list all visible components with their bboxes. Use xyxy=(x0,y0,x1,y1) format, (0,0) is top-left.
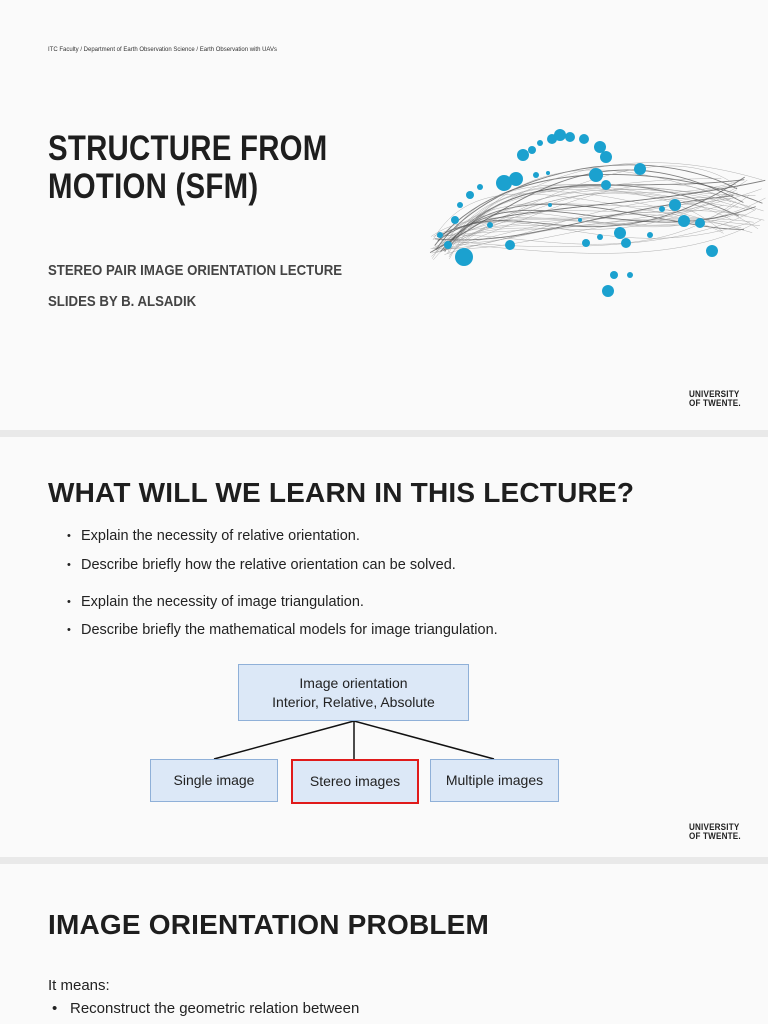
list-item: • Explain the necessity of image triangulation. xyxy=(68,594,364,610)
bullet-marker: • xyxy=(52,1000,58,1017)
title-line-1: STRUCTURE FROM xyxy=(48,129,328,168)
stereo-images-box: Stereo images xyxy=(291,759,419,804)
slide-title: IMAGE ORIENTATION PROBLEM xyxy=(48,909,490,940)
lecture-subtitle: STEREO PAIR IMAGE ORIENTATION LECTURE xyxy=(48,262,343,279)
list-item: • Reconstruct the geometric relation between xyxy=(52,1000,360,1017)
image-orientation-box xyxy=(238,664,469,721)
root-line-2: Interior, Relative, Absolute xyxy=(272,693,435,710)
intro-text: It means: xyxy=(48,977,110,994)
slide-title: WHAT WILL WE LEARN IN THIS LECTURE? xyxy=(48,477,635,508)
single-image-box: Single image xyxy=(150,759,278,802)
list-item: • Describe briefly how the relative orientation can be solved. xyxy=(68,557,456,573)
root-line-1: Image orientation xyxy=(299,674,408,691)
presentation-title xyxy=(48,130,328,206)
title-line-2: MOTION (SFM) xyxy=(48,167,259,206)
multiple-images-box: Multiple images xyxy=(430,759,559,802)
learning-goals-slide xyxy=(0,437,768,857)
university-logo xyxy=(689,823,741,841)
list-item: • Describe briefly the mathematical models for image triangulation. xyxy=(68,622,498,638)
logo-line-1: UNIVERSITY xyxy=(689,822,740,832)
title-slide xyxy=(0,0,768,430)
network-curves-graphic xyxy=(420,125,768,305)
list-item: • Explain the necessity of relative orientation. xyxy=(68,528,360,544)
breadcrumb: ITC Faculty / Department of Earth Observation Science / Earth Observation with UAVs xyxy=(48,47,277,53)
university-logo xyxy=(689,390,741,408)
author-subtitle: SLIDES BY B. ALSADIK xyxy=(48,293,197,310)
logo-line-2: OF TWENTE. xyxy=(689,831,741,841)
logo-line-2: OF TWENTE. xyxy=(689,398,741,408)
orientation-problem-slide xyxy=(0,864,768,1024)
logo-line-1: UNIVERSITY xyxy=(689,389,740,399)
